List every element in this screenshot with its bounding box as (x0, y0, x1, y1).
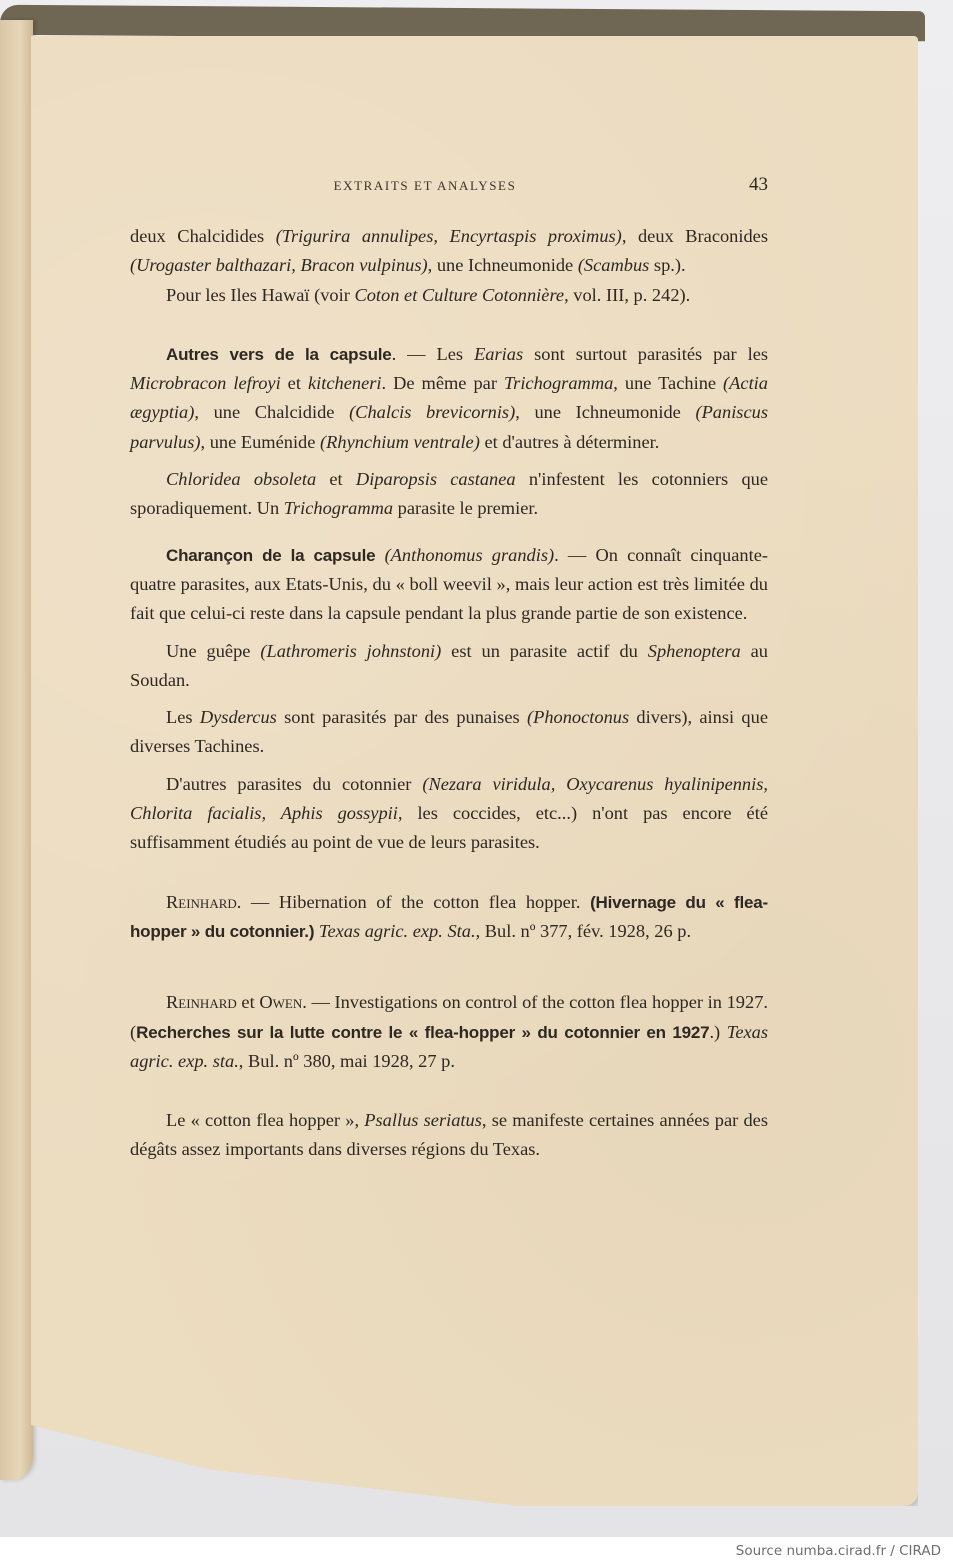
paragraph-hawaii: Pour les Iles Hawaï (voir Coton et Culture Cotonnière, vol. III, p. 242). (166, 284, 691, 305)
source-credit: Source numba.cirad.fr / CIRAD (735, 1543, 941, 1559)
paragraph-chalcidides: deux Chalcidides (Trigurira annulipes, Encyrtaspis proximus), deux Braconides (Urogaster balthazari, Bracon vulpinus), une Ichneumonide (Scambus sp.). (130, 226, 768, 276)
author-name: Reinhard. (166, 891, 242, 912)
running-title: EXTRAITS ET ANALYSES (333, 178, 517, 193)
previous-page-fold (0, 20, 33, 1480)
section-heading: Charançon de la capsule (166, 545, 376, 565)
paragraph-guepe: Une guêpe (Lathromeris johnstoni) est un parasite actif du Sphenoptera au Soudan. (130, 640, 768, 690)
paragraph-charancon: Charançon de la capsule (Anthonomus grandis). — On connaît cinquante-quatre parasites, aux Etats-Unis, du « boll weevil », mais leur action est très limitée du fait que celui-ci reste dans la capsule pendant la plus grande partie de son existence. (130, 544, 768, 624)
paragraph-autres-vers: Autres vers de la capsule. — Les Earias sont surtout parasités par les Microbracon lefroyi et kitcheneri. De même par Trichogramma, une Tachine (Actia ægyptia), une Chalcidide (Chalcis brevicornis), une Ichneumonide (Paniscus parvulus), une Euménide (Rhynchium ventrale) et d'autres à déterminer. (130, 343, 769, 452)
running-head (130, 176, 770, 196)
reference-reinhard: Reinhard. — Hibernation of the cotton flea hopper. (Hivernage du « flea-hopper » du cotonnier.) Texas agric. exp. Sta., Bul. nº 377, fév. 1928, 26 p. (130, 891, 768, 941)
paragraph-dysdercus: Les Dysdercus sont parasités par des punaises (Phonoctonus divers), ainsi que diverses Tachines. (130, 707, 768, 757)
paragraph-chloridea: Chloridea obsoleta et Diparopsis castanea n'infestent les cotonniers que sporadiquement. Un Trichogramma parasite le premier. (130, 469, 768, 519)
body-text (130, 222, 768, 1165)
paragraph-flea-hopper: Le « cotton flea hopper », Psallus seriatus, se manifeste certaines années par des dégâts assez importants dans diverses régions du Texas. (130, 1110, 768, 1160)
author-name: Reinhard (166, 992, 237, 1013)
footer-bar (0, 1537, 953, 1566)
reference-reinhard-owen: Reinhard et Owen. — Investigations on control of the cotton flea hopper in 1927. (Recherches sur la lutte contre le « flea-hopper » du cotonnier en 1927.) Texas agric. exp. sta., Bul. nº 380, mai 1928, 27 p. (130, 992, 768, 1071)
paragraph-autres-parasites: D'autres parasites du cotonnier (Nezara viridula, Oxycarenus hyalinipennis, Chlorita facialis, Aphis gossypii, les coccides, etc...) n'ont pas encore été suffisamment étudiés au point de vue de leurs parasites. (130, 773, 768, 853)
section-heading: Autres vers de la capsule (166, 344, 392, 364)
author-name: Owen. (259, 992, 307, 1013)
page-number: 43 (749, 174, 768, 195)
